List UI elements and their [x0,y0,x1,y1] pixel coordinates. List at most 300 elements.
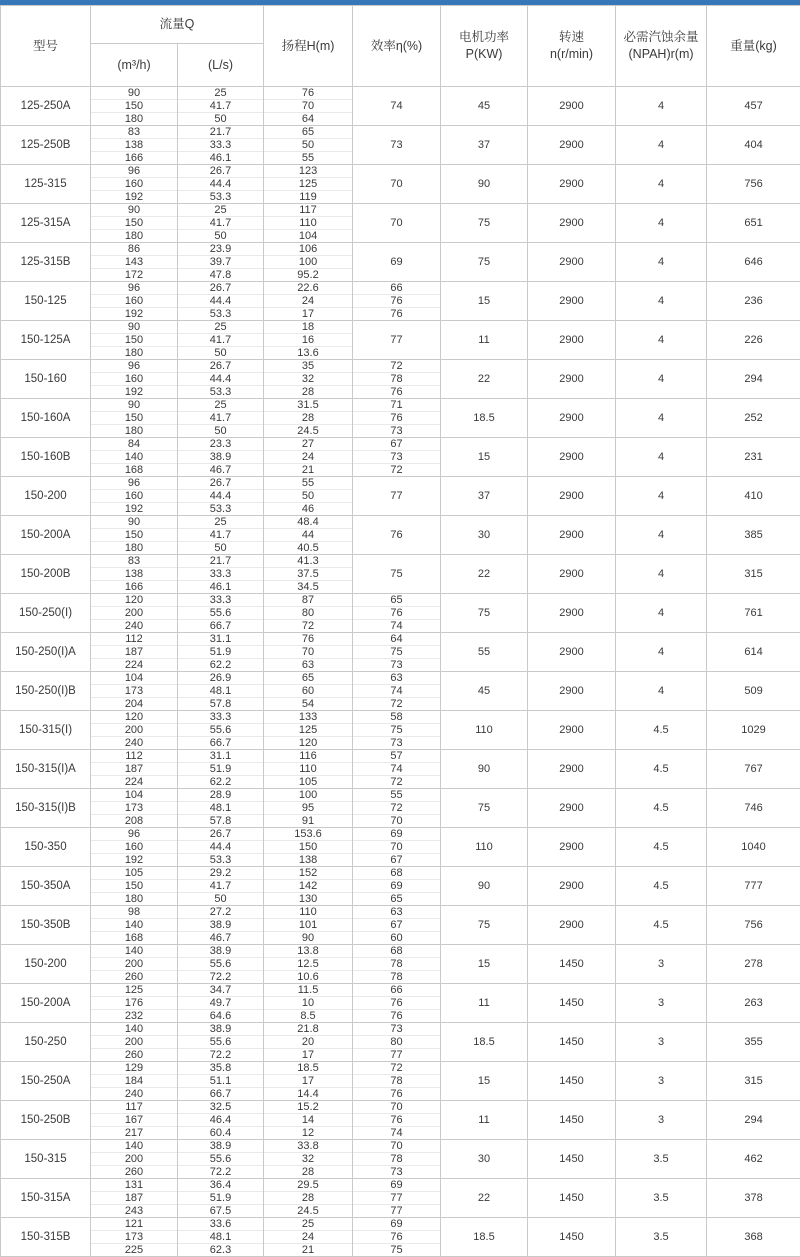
power-cell: 30 [441,1140,528,1179]
head-cell: 100 [264,256,353,269]
eff-cell: 77 [353,1205,441,1218]
flow-ls-cell: 50 [178,893,264,906]
model-cell: 150-350B [1,906,91,945]
flow-m3h-cell: 187 [91,763,178,776]
npsh-cell: 4 [616,594,707,633]
flow-m3h-cell: 104 [91,789,178,802]
flow-m3h-cell: 150 [91,529,178,542]
flow-ls-cell: 46.7 [178,464,264,477]
header-weight: 重量(kg) [707,6,800,87]
head-cell: 91 [264,815,353,828]
flow-m3h-cell: 160 [91,841,178,854]
flow-ls-cell: 29.2 [178,867,264,880]
power-cell: 11 [441,1101,528,1140]
weight-cell: 614 [707,633,800,672]
speed-cell: 2900 [528,711,616,750]
flow-ls-cell: 66.7 [178,1088,264,1101]
eff-cell: 67 [353,854,441,867]
head-cell: 130 [264,893,353,906]
speed-cell: 1450 [528,945,616,984]
head-cell: 17 [264,1049,353,1062]
header-flow-ls: (L/s) [178,44,264,87]
flow-ls-cell: 38.9 [178,1140,264,1153]
flow-m3h-cell: 90 [91,399,178,412]
weight-cell: 355 [707,1023,800,1062]
eff-cell: 69 [353,1179,441,1192]
model-cell: 150-200B [1,555,91,594]
eff-cell: 57 [353,750,441,763]
head-cell: 48.4 [264,516,353,529]
head-cell: 35 [264,360,353,373]
flow-m3h-cell: 243 [91,1205,178,1218]
head-cell: 24 [264,451,353,464]
eff-cell: 78 [353,971,441,984]
npsh-cell: 4 [616,399,707,438]
npsh-cell: 3 [616,984,707,1023]
head-cell: 10.6 [264,971,353,984]
table-row [1,1101,800,1114]
flow-m3h-cell: 200 [91,607,178,620]
flow-m3h-cell: 150 [91,334,178,347]
power-cell: 37 [441,477,528,516]
table-row [1,672,800,685]
table-row [1,438,800,451]
table-row [1,906,800,919]
weight-cell: 410 [707,477,800,516]
flow-ls-cell: 72.2 [178,1166,264,1179]
flow-m3h-cell: 96 [91,477,178,490]
head-cell: 142 [264,880,353,893]
head-cell: 152 [264,867,353,880]
flow-m3h-cell: 180 [91,425,178,438]
eff-cell: 78 [353,1153,441,1166]
flow-ls-cell: 27.2 [178,906,264,919]
npsh-cell: 4 [616,165,707,204]
eff-cell: 67 [353,438,441,451]
speed-cell: 2900 [528,243,616,282]
head-cell: 110 [264,217,353,230]
head-cell: 138 [264,854,353,867]
flow-ls-cell: 53.3 [178,386,264,399]
model-cell: 150-350A [1,867,91,906]
eff-cell: 72 [353,802,441,815]
head-cell: 110 [264,763,353,776]
table-row [1,1179,800,1192]
speed-cell: 2900 [528,477,616,516]
head-cell: 41.3 [264,555,353,568]
head-cell: 110 [264,906,353,919]
model-cell: 150-250(I)B [1,672,91,711]
speed-cell: 2900 [528,165,616,204]
flow-ls-cell: 41.7 [178,334,264,347]
head-cell: 14.4 [264,1088,353,1101]
flow-ls-cell: 46.7 [178,932,264,945]
flow-m3h-cell: 150 [91,880,178,893]
head-cell: 150 [264,841,353,854]
flow-m3h-cell: 260 [91,1166,178,1179]
header-npsh [616,6,707,87]
flow-m3h-cell: 143 [91,256,178,269]
flow-ls-cell: 57.8 [178,698,264,711]
head-cell: 25 [264,1218,353,1231]
speed-cell: 2900 [528,126,616,165]
table-row [1,282,800,295]
power-cell: 110 [441,711,528,750]
flow-ls-cell: 34.7 [178,984,264,997]
weight-cell: 252 [707,399,800,438]
speed-cell: 1450 [528,1101,616,1140]
head-cell: 18 [264,321,353,334]
eff-cell: 70 [353,1101,441,1114]
head-cell: 63 [264,659,353,672]
head-cell: 65 [264,126,353,139]
eff-cell: 77 [353,1049,441,1062]
eff-cell: 76 [353,308,441,321]
eff-cell: 67 [353,919,441,932]
head-cell: 27 [264,438,353,451]
flow-m3h-cell: 180 [91,347,178,360]
flow-m3h-cell: 96 [91,828,178,841]
power-cell: 18.5 [441,399,528,438]
head-cell: 95 [264,802,353,815]
model-cell: 125-250A [1,87,91,126]
head-cell: 16 [264,334,353,347]
header-power [441,6,528,87]
flow-ls-cell: 50 [178,230,264,243]
flow-m3h-cell: 192 [91,308,178,321]
flow-ls-cell: 44.4 [178,490,264,503]
flow-m3h-cell: 160 [91,178,178,191]
flow-ls-cell: 53.3 [178,308,264,321]
speed-cell: 2900 [528,438,616,477]
header-model: 型号 [1,6,91,87]
flow-ls-cell: 55.6 [178,1036,264,1049]
head-cell: 37.5 [264,568,353,581]
flow-ls-cell: 26.7 [178,477,264,490]
power-cell: 75 [441,594,528,633]
head-cell: 10 [264,997,353,1010]
table-row [1,477,800,490]
eff-cell: 76 [353,386,441,399]
eff-cell: 55 [353,789,441,802]
head-cell: 76 [264,87,353,100]
model-cell: 150-315A [1,1179,91,1218]
flow-m3h-cell: 90 [91,204,178,217]
eff-cell: 74 [353,763,441,776]
flow-ls-cell: 53.3 [178,191,264,204]
flow-m3h-cell: 260 [91,971,178,984]
flow-ls-cell: 26.9 [178,672,264,685]
weight-cell: 756 [707,906,800,945]
power-cell: 37 [441,126,528,165]
flow-ls-cell: 25 [178,399,264,412]
eff-cell: 78 [353,373,441,386]
head-cell: 55 [264,152,353,165]
header-npsh-line1: 必需汽蚀余量 [623,30,699,45]
head-cell: 12.5 [264,958,353,971]
table-row [1,789,800,802]
model-cell: 150-250A [1,1062,91,1101]
flow-m3h-cell: 240 [91,737,178,750]
weight-cell: 404 [707,126,800,165]
table-row [1,984,800,997]
table-row [1,1062,800,1075]
head-cell: 123 [264,165,353,178]
eff-cell: 77 [353,477,441,516]
weight-cell: 315 [707,1062,800,1101]
weight-cell: 457 [707,87,800,126]
flow-m3h-cell: 173 [91,1231,178,1244]
table-row [1,87,800,100]
eff-cell: 69 [353,243,441,282]
speed-cell: 2900 [528,321,616,360]
eff-cell: 66 [353,984,441,997]
flow-ls-cell: 38.9 [178,945,264,958]
flow-m3h-cell: 200 [91,724,178,737]
model-cell: 150-315 [1,1140,91,1179]
flow-m3h-cell: 90 [91,321,178,334]
speed-cell: 1450 [528,1140,616,1179]
npsh-cell: 4 [616,204,707,243]
flow-ls-cell: 21.7 [178,555,264,568]
weight-cell: 777 [707,867,800,906]
model-cell: 150-350 [1,828,91,867]
npsh-cell: 4 [616,360,707,399]
flow-m3h-cell: 168 [91,932,178,945]
head-cell: 17 [264,308,353,321]
head-cell: 54 [264,698,353,711]
header-flow-m3h: (m³/h) [91,44,178,87]
eff-cell: 73 [353,659,441,672]
table-row [1,126,800,139]
head-cell: 117 [264,204,353,217]
head-cell: 24.5 [264,425,353,438]
flow-ls-cell: 38.9 [178,451,264,464]
flow-m3h-cell: 200 [91,1153,178,1166]
power-cell: 75 [441,243,528,282]
head-cell: 12 [264,1127,353,1140]
speed-cell: 1450 [528,1218,616,1257]
flow-m3h-cell: 180 [91,113,178,126]
flow-m3h-cell: 192 [91,386,178,399]
npsh-cell: 4.5 [616,867,707,906]
header-row-1 [1,6,800,44]
flow-ls-cell: 38.9 [178,1023,264,1036]
model-cell: 125-250B [1,126,91,165]
table-row [1,594,800,607]
flow-ls-cell: 46.4 [178,1114,264,1127]
model-cell: 150-160B [1,438,91,477]
flow-m3h-cell: 180 [91,230,178,243]
flow-m3h-cell: 150 [91,100,178,113]
flow-m3h-cell: 184 [91,1075,178,1088]
flow-m3h-cell: 140 [91,919,178,932]
head-cell: 50 [264,139,353,152]
flow-m3h-cell: 104 [91,672,178,685]
weight-cell: 509 [707,672,800,711]
eff-cell: 76 [353,607,441,620]
model-cell: 125-315B [1,243,91,282]
flow-m3h-cell: 96 [91,282,178,295]
weight-cell: 1040 [707,828,800,867]
speed-cell: 1450 [528,1062,616,1101]
model-cell: 150-315(I) [1,711,91,750]
head-cell: 105 [264,776,353,789]
model-cell: 125-315A [1,204,91,243]
table-row [1,711,800,724]
flow-m3h-cell: 160 [91,295,178,308]
flow-m3h-cell: 167 [91,1114,178,1127]
head-cell: 13.6 [264,347,353,360]
head-cell: 125 [264,724,353,737]
eff-cell: 58 [353,711,441,724]
eff-cell: 76 [353,295,441,308]
eff-cell: 78 [353,958,441,971]
model-cell: 150-200 [1,477,91,516]
npsh-cell: 4 [616,321,707,360]
head-cell: 24.5 [264,1205,353,1218]
flow-ls-cell: 55.6 [178,607,264,620]
table-row [1,204,800,217]
model-cell: 150-125A [1,321,91,360]
flow-m3h-cell: 105 [91,867,178,880]
flow-ls-cell: 33.6 [178,1218,264,1231]
head-cell: 44 [264,529,353,542]
head-cell: 72 [264,620,353,633]
table-row [1,321,800,334]
speed-cell: 2900 [528,399,616,438]
table-header [1,6,800,87]
npsh-cell: 4 [616,672,707,711]
flow-ls-cell: 25 [178,87,264,100]
flow-m3h-cell: 83 [91,126,178,139]
eff-cell: 76 [353,516,441,555]
eff-cell: 63 [353,906,441,919]
head-cell: 18.5 [264,1062,353,1075]
eff-cell: 69 [353,1218,441,1231]
model-cell: 150-250(I)A [1,633,91,672]
speed-cell: 2900 [528,555,616,594]
head-cell: 90 [264,932,353,945]
eff-cell: 72 [353,464,441,477]
weight-cell: 746 [707,789,800,828]
power-cell: 22 [441,1179,528,1218]
eff-cell: 74 [353,87,441,126]
model-cell: 150-125 [1,282,91,321]
weight-cell: 462 [707,1140,800,1179]
head-cell: 120 [264,737,353,750]
npsh-cell: 3 [616,1101,707,1140]
eff-cell: 70 [353,204,441,243]
eff-cell: 73 [353,1166,441,1179]
eff-cell: 73 [353,425,441,438]
weight-cell: 294 [707,360,800,399]
flow-ls-cell: 50 [178,113,264,126]
head-cell: 106 [264,243,353,256]
flow-m3h-cell: 232 [91,1010,178,1023]
model-cell: 150-250(I) [1,594,91,633]
head-cell: 87 [264,594,353,607]
flow-m3h-cell: 208 [91,815,178,828]
head-cell: 70 [264,646,353,659]
flow-m3h-cell: 96 [91,165,178,178]
npsh-cell: 4 [616,633,707,672]
flow-m3h-cell: 240 [91,1088,178,1101]
table-row [1,945,800,958]
eff-cell: 74 [353,1127,441,1140]
flow-m3h-cell: 192 [91,503,178,516]
flow-m3h-cell: 224 [91,659,178,672]
power-cell: 18.5 [441,1218,528,1257]
npsh-cell: 4 [616,516,707,555]
head-cell: 28 [264,386,353,399]
flow-ls-cell: 25 [178,321,264,334]
model-cell: 125-315 [1,165,91,204]
table-body [1,87,800,1257]
head-cell: 46 [264,503,353,516]
flow-ls-cell: 25 [178,204,264,217]
flow-ls-cell: 66.7 [178,737,264,750]
header-npsh-line2: (NPAH)r(m) [628,47,694,61]
eff-cell: 70 [353,165,441,204]
table-row [1,399,800,412]
speed-cell: 2900 [528,789,616,828]
flow-ls-cell: 51.9 [178,646,264,659]
head-cell: 20 [264,1036,353,1049]
head-cell: 28 [264,1166,353,1179]
table-row [1,516,800,529]
table-row [1,1140,800,1153]
head-cell: 22.6 [264,282,353,295]
eff-cell: 78 [353,1075,441,1088]
head-cell: 65 [264,672,353,685]
flow-ls-cell: 39.7 [178,256,264,269]
head-cell: 15.2 [264,1101,353,1114]
header-speed-line1: 转速 [559,30,585,45]
header-head: 扬程H(m) [264,6,353,87]
npsh-cell: 3 [616,1062,707,1101]
flow-m3h-cell: 187 [91,1192,178,1205]
header-power-line1: 电机功率 [459,30,510,45]
flow-m3h-cell: 140 [91,945,178,958]
npsh-cell: 4.5 [616,828,707,867]
eff-cell: 75 [353,646,441,659]
npsh-cell: 3 [616,1023,707,1062]
power-cell: 75 [441,204,528,243]
flow-ls-cell: 41.7 [178,217,264,230]
head-cell: 80 [264,607,353,620]
flow-m3h-cell: 166 [91,152,178,165]
table-row [1,243,800,256]
flow-m3h-cell: 120 [91,711,178,724]
eff-cell: 76 [353,1114,441,1127]
flow-m3h-cell: 138 [91,568,178,581]
flow-m3h-cell: 120 [91,594,178,607]
eff-cell: 75 [353,555,441,594]
flow-m3h-cell: 260 [91,1049,178,1062]
flow-ls-cell: 31.1 [178,750,264,763]
flow-m3h-cell: 204 [91,698,178,711]
flow-m3h-cell: 117 [91,1101,178,1114]
flow-ls-cell: 23.9 [178,243,264,256]
npsh-cell: 4.5 [616,711,707,750]
flow-m3h-cell: 83 [91,555,178,568]
flow-m3h-cell: 192 [91,191,178,204]
flow-ls-cell: 47.8 [178,269,264,282]
flow-m3h-cell: 173 [91,685,178,698]
flow-ls-cell: 26.7 [178,828,264,841]
flow-m3h-cell: 125 [91,984,178,997]
